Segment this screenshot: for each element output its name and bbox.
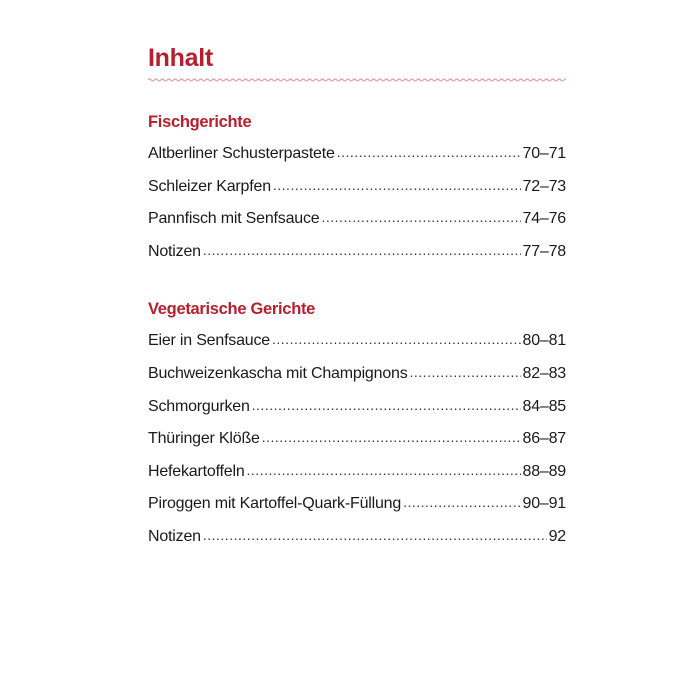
entry-pages: 72–73 <box>522 177 566 195</box>
entry-title: Buchweizenkascha mit Champignons <box>148 364 408 382</box>
section-fischgerichte <box>148 110 566 267</box>
toc-entry[interactable] <box>148 520 566 553</box>
section-heading: Vegetarische Gerichte <box>148 300 316 319</box>
toc-entry[interactable] <box>148 324 566 357</box>
dot-leader <box>273 169 521 203</box>
dot-leader <box>252 389 521 423</box>
entry-title: Notizen <box>148 242 201 260</box>
dot-leader <box>247 454 521 488</box>
entry-list <box>148 137 566 267</box>
entry-title: Hefekartoffeln <box>148 462 245 480</box>
dot-leader <box>262 421 521 455</box>
entry-pages: 88–89 <box>522 462 566 480</box>
entry-list <box>148 324 566 552</box>
toc-entry[interactable] <box>148 422 566 455</box>
section-heading: Fischgerichte <box>148 113 252 131</box>
entry-pages: 74–76 <box>522 210 566 228</box>
toc-entry[interactable] <box>148 202 566 235</box>
entry-title: Schleizer Karpfen <box>148 177 271 195</box>
toc-page <box>148 40 566 553</box>
dot-leader <box>410 356 521 390</box>
entry-pages: 86–87 <box>522 430 566 448</box>
entry-pages: 84–85 <box>522 397 566 415</box>
toc-entry[interactable] <box>148 390 566 423</box>
dot-leader <box>272 323 520 357</box>
entry-title: Altberliner Schusterpastete <box>148 145 335 162</box>
entry-pages: 77–78 <box>522 242 566 260</box>
entry-pages: 92 <box>548 527 566 545</box>
dot-leader <box>203 519 547 553</box>
entry-pages: 90–91 <box>522 495 566 513</box>
page-title: Inhalt <box>148 44 213 72</box>
entry-title: Schmorgurken <box>148 397 250 415</box>
toc-entry[interactable] <box>148 455 566 488</box>
entry-title: Thüringer Klöße <box>148 430 260 448</box>
entry-title: Eier in Senfsauce <box>148 332 271 350</box>
toc-entry[interactable] <box>148 487 566 520</box>
dot-leader <box>403 486 520 520</box>
toc-entry[interactable] <box>148 170 566 203</box>
section-vegetarische-gerichte <box>148 297 566 552</box>
entry-title: Notizen <box>148 527 201 545</box>
dot-leader <box>322 201 521 235</box>
entry-pages: 80–81 <box>522 332 566 350</box>
wavy-divider <box>148 76 566 84</box>
toc-entry[interactable] <box>148 137 566 170</box>
dot-leader <box>337 136 521 170</box>
toc-entry[interactable] <box>148 357 566 390</box>
dot-leader <box>203 234 521 268</box>
entry-title: Pannfisch mit Senfsauce <box>148 210 320 228</box>
entry-pages: 70–71 <box>522 145 566 162</box>
toc-entry[interactable] <box>148 235 566 268</box>
entry-pages: 82–83 <box>522 364 566 382</box>
entry-title: Piroggen mit Kartoffel-Quark-Füllung <box>148 495 402 513</box>
